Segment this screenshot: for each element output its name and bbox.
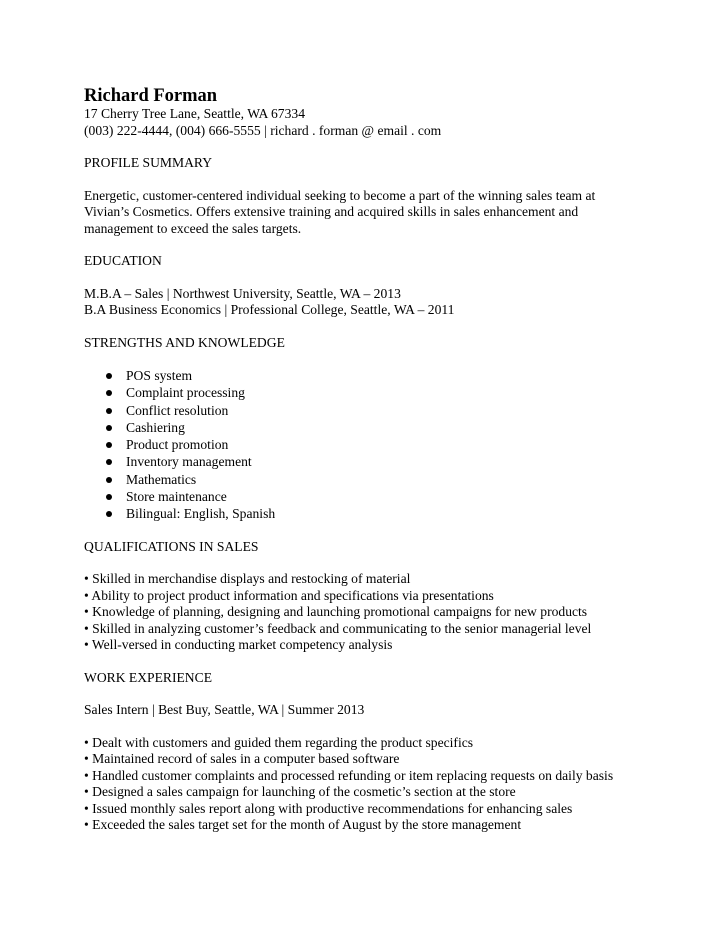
bullet-icon	[106, 459, 112, 465]
list-item: • Designed a sales campaign for launching of the cosmetic’s section at the store	[84, 784, 516, 800]
profile-line: Vivian’s Cosmetics. Offers extensive training and acquired skills in sales enhancement and	[84, 204, 579, 219]
list-item: • Ability to project product information and specifications via presentations	[84, 587, 494, 603]
education-list	[84, 286, 684, 319]
qualifications-heading: QUALIFICATIONS IN SALES	[84, 538, 259, 554]
bullet-icon	[106, 494, 112, 500]
education-item: M.B.A – Sales | Northwest University, Seattle, WA – 2013	[84, 285, 401, 301]
list-item	[106, 402, 684, 419]
profile-line: management to exceed the sales targets.	[84, 220, 302, 236]
bullet-icon	[106, 373, 112, 379]
profile-summary-heading: PROFILE SUMMARY	[84, 155, 213, 170]
profile-line: Energetic, customer-centered individual seeking to become a part of the winning sales team at	[84, 187, 596, 203]
list-item: • Knowledge of planning, designing and launching promotional campaigns for new products	[84, 604, 588, 620]
strength-label: Mathematics	[126, 471, 197, 487]
bullet-icon	[106, 477, 112, 483]
contact-line: (003) 222-4444, (004) 666-5555 | richard . forman @ email . com	[84, 122, 442, 138]
resume-page	[84, 86, 684, 834]
strength-label: Inventory management	[126, 454, 252, 470]
address-line: 17 Cherry Tree Lane, Seattle, WA 67334	[84, 106, 305, 121]
list-item: • Handled customer complaints and processed refunding or item replacing requests on daily basis	[84, 767, 614, 783]
strength-label: Store maintenance	[126, 489, 227, 505]
education-heading: EDUCATION	[84, 253, 162, 268]
strength-label: Cashiering	[126, 419, 185, 435]
qualifications-list	[84, 571, 684, 654]
list-item: • Skilled in merchandise displays and restocking of material	[84, 571, 411, 587]
list-item	[106, 436, 684, 453]
list-item: • Well-versed in conducting market competency analysis	[84, 637, 393, 653]
list-item	[106, 367, 684, 384]
bullet-icon	[106, 390, 112, 396]
bullet-icon	[106, 408, 112, 414]
list-item	[106, 488, 684, 505]
list-item: • Maintained record of sales in a computer based software	[84, 751, 400, 767]
list-item	[106, 384, 684, 401]
strength-label: Bilingual: English, Spanish	[126, 506, 276, 522]
list-item	[106, 505, 684, 522]
list-item	[106, 453, 684, 470]
list-item: • Dealt with customers and guided them regarding the product specifics	[84, 734, 474, 750]
job-title: Sales Intern | Best Buy, Seattle, WA | Summer 2013	[84, 702, 365, 718]
bullet-icon	[106, 425, 112, 431]
bullet-icon	[106, 511, 112, 517]
list-item: • Issued monthly sales report along with productive recommendations for enhancing sales	[84, 800, 573, 816]
strength-label: Complaint processing	[126, 385, 245, 401]
strength-label: POS system	[126, 368, 193, 383]
strengths-list	[84, 367, 684, 523]
list-item: • Skilled in analyzing customer’s feedback and communicating to the senior managerial level	[84, 620, 592, 636]
profile-summary-text	[84, 188, 684, 238]
experience-list	[84, 735, 684, 834]
candidate-name: Richard Forman	[84, 86, 218, 106]
strength-label: Conflict resolution	[126, 402, 229, 418]
list-item: • Exceeded the sales target set for the month of August by the store management	[84, 817, 522, 833]
work-experience-heading: WORK EXPERIENCE	[84, 669, 212, 685]
strength-label: Product promotion	[126, 437, 229, 453]
list-item	[106, 471, 684, 488]
education-item: B.A Business Economics | Professional College, Seattle, WA – 2011	[84, 302, 455, 317]
bullet-icon	[106, 442, 112, 448]
strengths-heading: STRENGTHS AND KNOWLEDGE	[84, 334, 285, 350]
list-item	[106, 419, 684, 436]
